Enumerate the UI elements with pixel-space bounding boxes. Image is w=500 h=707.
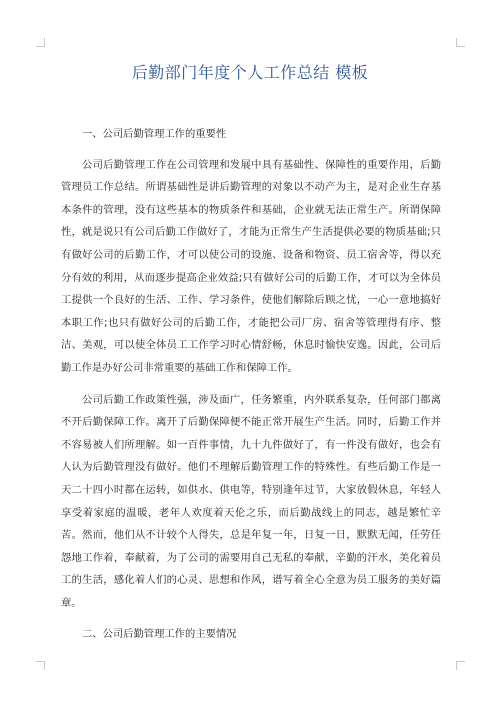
section-heading-importance: 一、公司后勤管理工作的重要性 [82, 128, 227, 140]
page-corner-mark-top-left [36, 38, 45, 47]
paragraph-importance-1: 公司后勤管理工作在公司管理和发展中具有基础性、保障性的重要作用，后勤管理员工作总结。所谓基础性是讲后勤管理的对象以不动产为主，是对企业生存基本条件的管理，没有这些基本的物质条件和基础，企业就无法正常生产。所谓保障性，就是说只有公司后勤工作做好了，才能为正常生产生活提供必要的物质基础;只有做好公司的后勤工作，才可以使公司的设施、设备和物资、员工宿舍等，得以充分有效的利用，从而逐步提高企业效益;只有做好公司的后勤工作，才可以为全体员工提供一个良好的生活、工作、学习条件，使他们解除后顾之忧，一心一意地搞好本职工作;也只有做好公司的后勤工作，才能把公司厂房、宿舍等管理得有序、整洁、美观，可以使全体员工工作学习时心情舒畅，休息时愉快安逸。因此，公司后勤工作是办好公司非常重要的基础工作和保障工作。 [61, 158, 441, 374]
document-body [61, 123, 441, 646]
paragraph-importance-2: 公司后勤工作政策性强，涉及面广，任务繁重，内外联系复杂，任何部门都离不开后勤保障工作。离开了后勤保障便不能正常开展生产生活。同时，后勤工作并不容易被人们所理解。如一百件事情，九十九件做好了，有一件没有做好，也会有人认为后勤管理没有做好。他们不理解后勤管理工作的特殊性。有些后勤工作是一天二十四小时都在运转，如供水、供电等，特别逢年过节，大家放假休息，年轻人享受着家庭的温暖，老年人欢度着天伦之乐，而后勤战线上的同志，越是繁忙辛苦。然而，他们从不计较个人得失，总是年复一年，日复一日，默默无闻，任劳任怨地工作着，奉献着，为了公司的需要用自己无私的奉献，辛勤的汗水，美化着员工的生活，感化着人们的心灵、思想和作风，谱写着全心全意为员工服务的美好篇章。 [61, 393, 441, 609]
section-heading-main-situation: 二、公司后勤管理工作的主要情况 [82, 628, 237, 641]
document-title: 后勤部门年度个人工作总结 模板 [131, 63, 369, 82]
page-corner-mark-top-right [456, 38, 465, 47]
page-corner-mark-bottom-right [456, 661, 465, 670]
page-corner-mark-bottom-left [36, 661, 45, 670]
